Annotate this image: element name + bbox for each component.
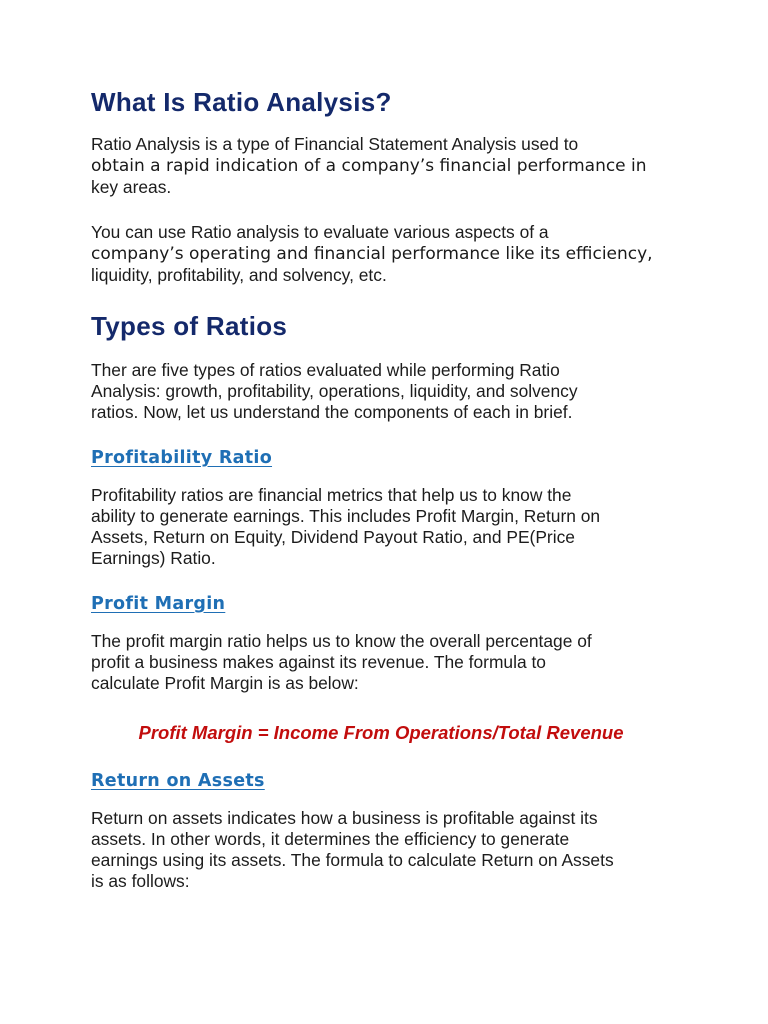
intro-paragraph-1: [91, 134, 691, 198]
profit-margin-line: The profit margin ratio helps us to know the overall percentage of: [91, 631, 592, 651]
profit-margin-line: calculate Profit Margin is as below:: [91, 673, 359, 693]
types-paragraph: [91, 360, 691, 423]
intro-paragraph-2: [91, 222, 691, 286]
profitability-line: Assets, Return on Equity, Dividend Payout Ratio, and PE(Price: [91, 527, 575, 547]
profit-margin-link[interactable]: Profit Margin: [91, 594, 226, 614]
intro-line: Ratio Analysis is a type of Financial Statement Analysis used to: [91, 134, 579, 154]
document-page: [91, 86, 691, 892]
types-line: Ther are five types of ratios evaluated while performing Ratio: [91, 360, 560, 380]
intro-line: obtain a rapid indication of a company’s financial performance in: [91, 156, 647, 176]
profitability-paragraph: [91, 485, 691, 569]
roa-line: assets. In other words, it determines the efficiency to generate: [91, 829, 570, 849]
intro-line: company’s operating and financial performance like its efficiency,: [91, 244, 653, 264]
types-line: ratios. Now, let us understand the components of each in brief.: [91, 402, 573, 422]
types-line: Analysis: growth, profitability, operations, liquidity, and solvency: [91, 381, 578, 401]
intro-line: key areas.: [91, 177, 172, 197]
profitability-line: ability to generate earnings. This includes Profit Margin, Return on: [91, 506, 601, 526]
return-on-assets-link[interactable]: Return on Assets: [91, 771, 265, 791]
intro-line: liquidity, profitability, and solvency, etc.: [91, 265, 387, 285]
profit-margin-line: profit a business makes against its revenue. The formula to: [91, 652, 546, 672]
profit-margin-paragraph: [91, 631, 691, 694]
profitability-ratio-link[interactable]: Profitability Ratio: [91, 448, 273, 468]
profit-margin-formula: Profit Margin = Income From Operations/Total Revenue: [138, 722, 624, 743]
section-title-types: Types of Ratios: [91, 311, 288, 341]
profitability-line: Earnings) Ratio.: [91, 548, 216, 568]
roa-line: is as follows:: [91, 871, 190, 891]
intro-line: You can use Ratio analysis to evaluate various aspects of a: [91, 222, 549, 242]
return-on-assets-paragraph: [91, 808, 691, 892]
page-title: What Is Ratio Analysis?: [91, 87, 392, 117]
roa-line: earnings using its assets. The formula to calculate Return on Assets: [91, 850, 614, 870]
roa-line: Return on assets indicates how a business is profitable against its: [91, 808, 598, 828]
profitability-line: Profitability ratios are financial metrics that help us to know the: [91, 485, 572, 505]
